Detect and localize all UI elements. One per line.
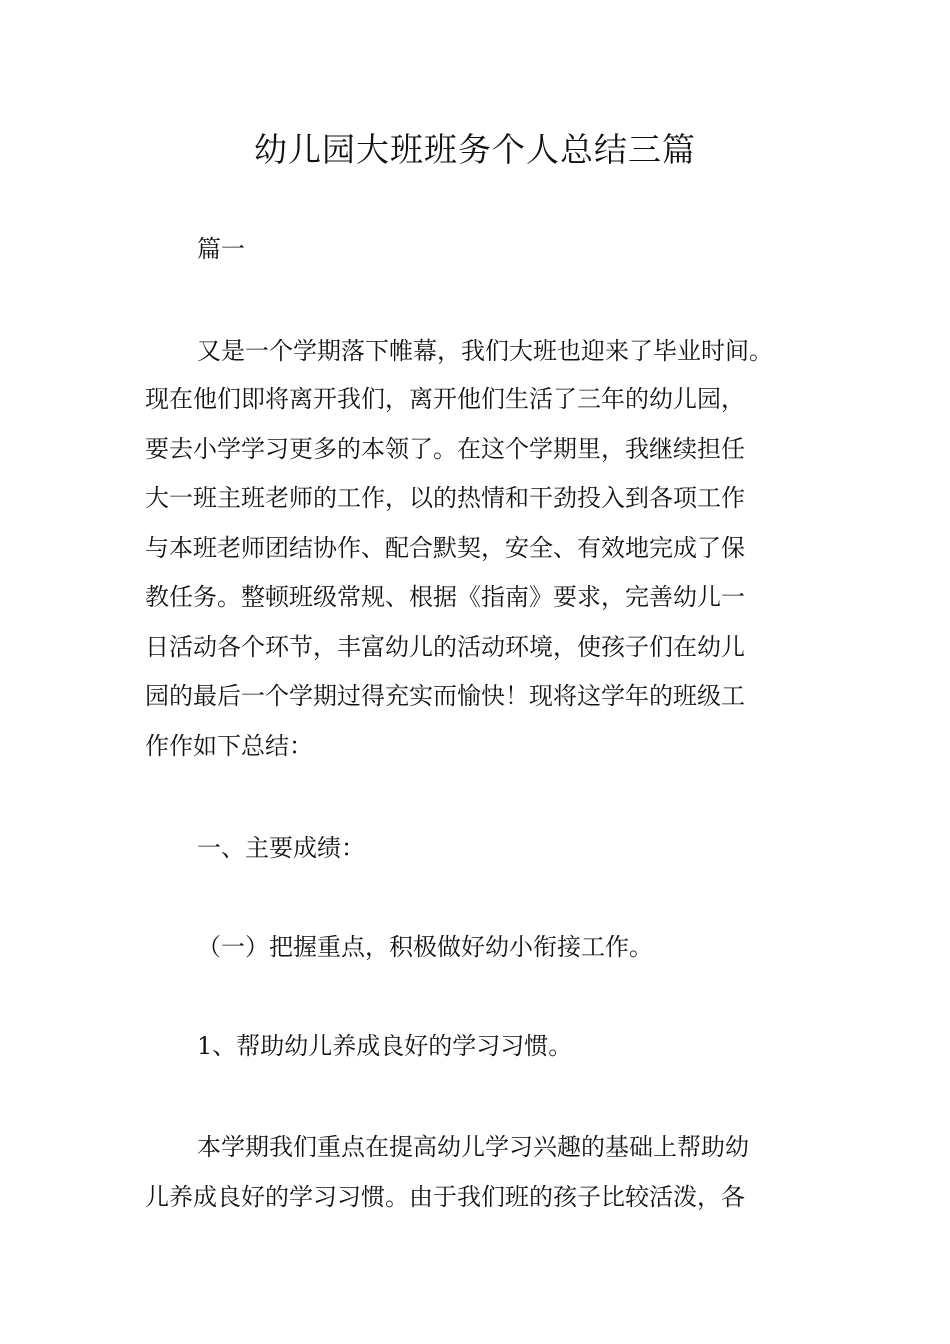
paragraph-line: 儿养成良好的学习习惯。由于我们班的孩子比较活泼，各 (145, 1183, 745, 1211)
paragraph-line: 本学期我们重点在提高幼儿学习兴趣的基础上帮助幼 (197, 1133, 749, 1161)
paragraph-line: 日活动各个环节，丰富幼儿的活动环境，使孩子们在幼儿 (145, 633, 745, 661)
document-title: 幼儿园大班班务个人总结三篇 (254, 130, 696, 169)
subsection-heading: （一）把握重点，积极做好幼小衔接工作。 (197, 933, 653, 961)
paragraph-line: 大一班主班老师的工作，以的热情和干劲投入到各项工作 (145, 484, 745, 512)
paragraph-line: 要去小学学习更多的本领了。在这个学期里，我继续担任 (145, 435, 745, 463)
paragraph-line: 与本班老师团结协作、配合默契，安全、有效地完成了保 (145, 534, 745, 562)
section-heading: 一、主要成绩： (197, 834, 365, 862)
section-label: 篇一 (197, 235, 245, 263)
paragraph-line: 又是一个学期落下帷幕，我们大班也迎来了毕业时间。 (197, 337, 773, 365)
paragraph-line: 教任务。整顿班级常规、根据《指南》要求，完善幼儿一 (145, 583, 745, 611)
paragraph-line: 现在他们即将离开我们，离开他们生活了三年的幼儿园， (145, 385, 745, 413)
paragraph-line: 园的最后一个学期过得充实而愉快！现将这学年的班级工 (145, 682, 745, 710)
item-heading: 1、帮助幼儿养成良好的学习习惯。 (197, 1032, 573, 1060)
paragraph-line: 作作如下总结： (145, 732, 313, 760)
